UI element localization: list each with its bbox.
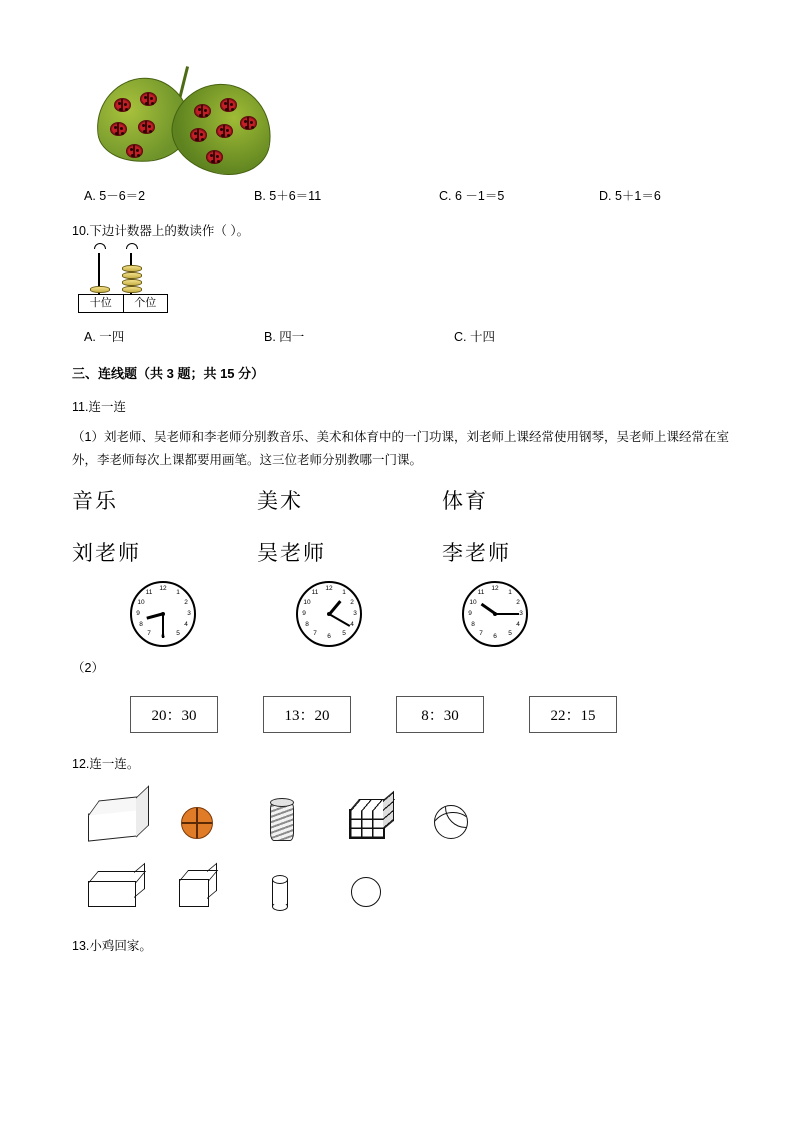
counter-bead-ones	[122, 265, 142, 272]
clock-slot-3	[462, 581, 628, 647]
counter-bead-tens	[90, 286, 110, 293]
q9-options	[72, 186, 732, 204]
q9-option-a[interactable]: A. 5－6＝2	[84, 189, 146, 203]
ladybug-icon	[220, 98, 237, 112]
teacher-li[interactable]: 李老师	[442, 542, 511, 565]
q11-clock-row	[130, 581, 732, 647]
subject-music[interactable]: 音乐	[72, 490, 118, 513]
solid-cube[interactable]	[167, 859, 252, 917]
time-box-4[interactable]: 22：15	[529, 696, 617, 733]
solid-slot-empty	[422, 859, 507, 917]
object-soda-can[interactable]	[252, 787, 337, 845]
ladybug-icon	[138, 120, 155, 134]
object-box-carton[interactable]	[82, 787, 167, 845]
cylinder-icon	[272, 879, 288, 907]
q10-option-c[interactable]: C. 十四	[454, 329, 495, 344]
q10-option-a[interactable]: A. 一四	[84, 329, 125, 344]
clock-minute-hand-1	[162, 614, 164, 638]
section-3-heading: 三、连线题（共 3 题；共 15 分）	[72, 365, 265, 381]
counter-rod-top-ones	[126, 243, 138, 249]
q10-option-b[interactable]: B. 四一	[264, 329, 305, 344]
time-box-1[interactable]: 20：30	[130, 696, 218, 733]
counter-bead-ones	[122, 272, 142, 279]
q11-part1-label: （1）刘老师、吴老师和李老师分别教音乐、美术和体育中的一门功课，刘老师上课经常使用钢琴，吴老师上课经常在室外，李老师每次上课都要用画笔。这三位老师分别教哪一门课。	[72, 430, 729, 467]
ladybug-icon	[110, 122, 127, 136]
q10-stem: 10.下边计数器上的数读作（ ）。	[72, 224, 250, 238]
object-volleyball[interactable]	[422, 787, 507, 845]
clock-face-3[interactable]: 12 1 2 3 4 5 6 7 8 9 10 11	[462, 581, 528, 647]
counter-figure	[78, 243, 170, 309]
clock-face-1[interactable]: 12 1 2 3 4 5 7 8 9 10 11	[130, 581, 196, 647]
subject-pe[interactable]: 体育	[442, 490, 488, 513]
q11-time-row	[130, 696, 732, 733]
teacher-wu[interactable]: 吴老师	[257, 542, 326, 565]
solid-sphere[interactable]	[337, 859, 422, 917]
q9-option-c[interactable]: C. 6 －1＝5	[439, 189, 505, 203]
object-basketball[interactable]	[167, 787, 252, 845]
sphere-icon	[351, 877, 381, 907]
counter-rod-top-tens	[94, 243, 106, 249]
q11-part2-label: （2）	[72, 661, 104, 675]
subject-art[interactable]: 美术	[257, 490, 303, 513]
q12-solids-row	[82, 859, 732, 917]
clock-center-pin	[161, 612, 165, 616]
counter-bead-ones	[122, 279, 142, 286]
basketball-icon	[181, 807, 213, 839]
clock-face-2[interactable]: 12 1 2 3 4 5 6 7 8 9 10 11	[296, 581, 362, 647]
ladybug-icon	[140, 92, 157, 106]
time-slot-4	[529, 696, 662, 733]
time-slot-1	[130, 696, 263, 733]
carton-icon	[88, 808, 138, 841]
solid-cuboid[interactable]	[82, 859, 167, 917]
q9-option-b[interactable]: B. 5＋6＝11	[254, 189, 322, 203]
cube-icon	[179, 879, 209, 907]
ladybug-leaves-figure	[90, 60, 732, 180]
counter-bead-ones	[122, 286, 142, 293]
counter-label-tens: 十位	[79, 295, 124, 312]
ladybug-icon	[216, 124, 233, 138]
ladybug-icon	[206, 150, 223, 164]
teacher-liu[interactable]: 刘老师	[72, 542, 141, 565]
object-rubik-cube[interactable]	[337, 787, 422, 845]
q9-option-d[interactable]: D. 5＋1＝6	[599, 189, 661, 203]
counter-label-ones: 个位	[134, 296, 157, 309]
page-content	[72, 60, 732, 958]
ladybug-icon	[190, 128, 207, 142]
rubik-cube-icon	[349, 809, 385, 839]
volleyball-icon	[434, 805, 468, 839]
ladybug-icon	[240, 116, 257, 130]
clock-slot-2	[296, 581, 462, 647]
counter-place-value-box	[78, 294, 168, 313]
q11-teachers-row	[72, 537, 732, 567]
time-slot-2	[263, 696, 396, 733]
q12-objects-row	[82, 787, 732, 845]
time-box-3[interactable]: 8：30	[396, 696, 484, 733]
clock-center-pin	[327, 612, 331, 616]
ladybug-icon	[194, 104, 211, 118]
ladybug-icon	[114, 98, 131, 112]
q10-options	[72, 327, 732, 345]
cuboid-icon	[88, 881, 136, 907]
solid-cylinder[interactable]	[252, 859, 337, 917]
q12-stem: 12.连一连。	[72, 756, 140, 771]
q11-subjects-row	[72, 485, 732, 515]
q13-stem: 13.小鸡回家。	[72, 939, 152, 953]
time-slot-3	[396, 696, 529, 733]
clock-minute-hand-2	[329, 613, 351, 627]
soda-can-icon	[270, 801, 294, 841]
clock-slot-1	[130, 581, 296, 647]
ladybug-icon	[126, 144, 143, 158]
clock-minute-hand-3	[495, 613, 519, 615]
clock-center-pin	[493, 612, 497, 616]
q11-stem: 11.连一连	[72, 399, 126, 414]
time-box-2[interactable]: 13：20	[263, 696, 351, 733]
